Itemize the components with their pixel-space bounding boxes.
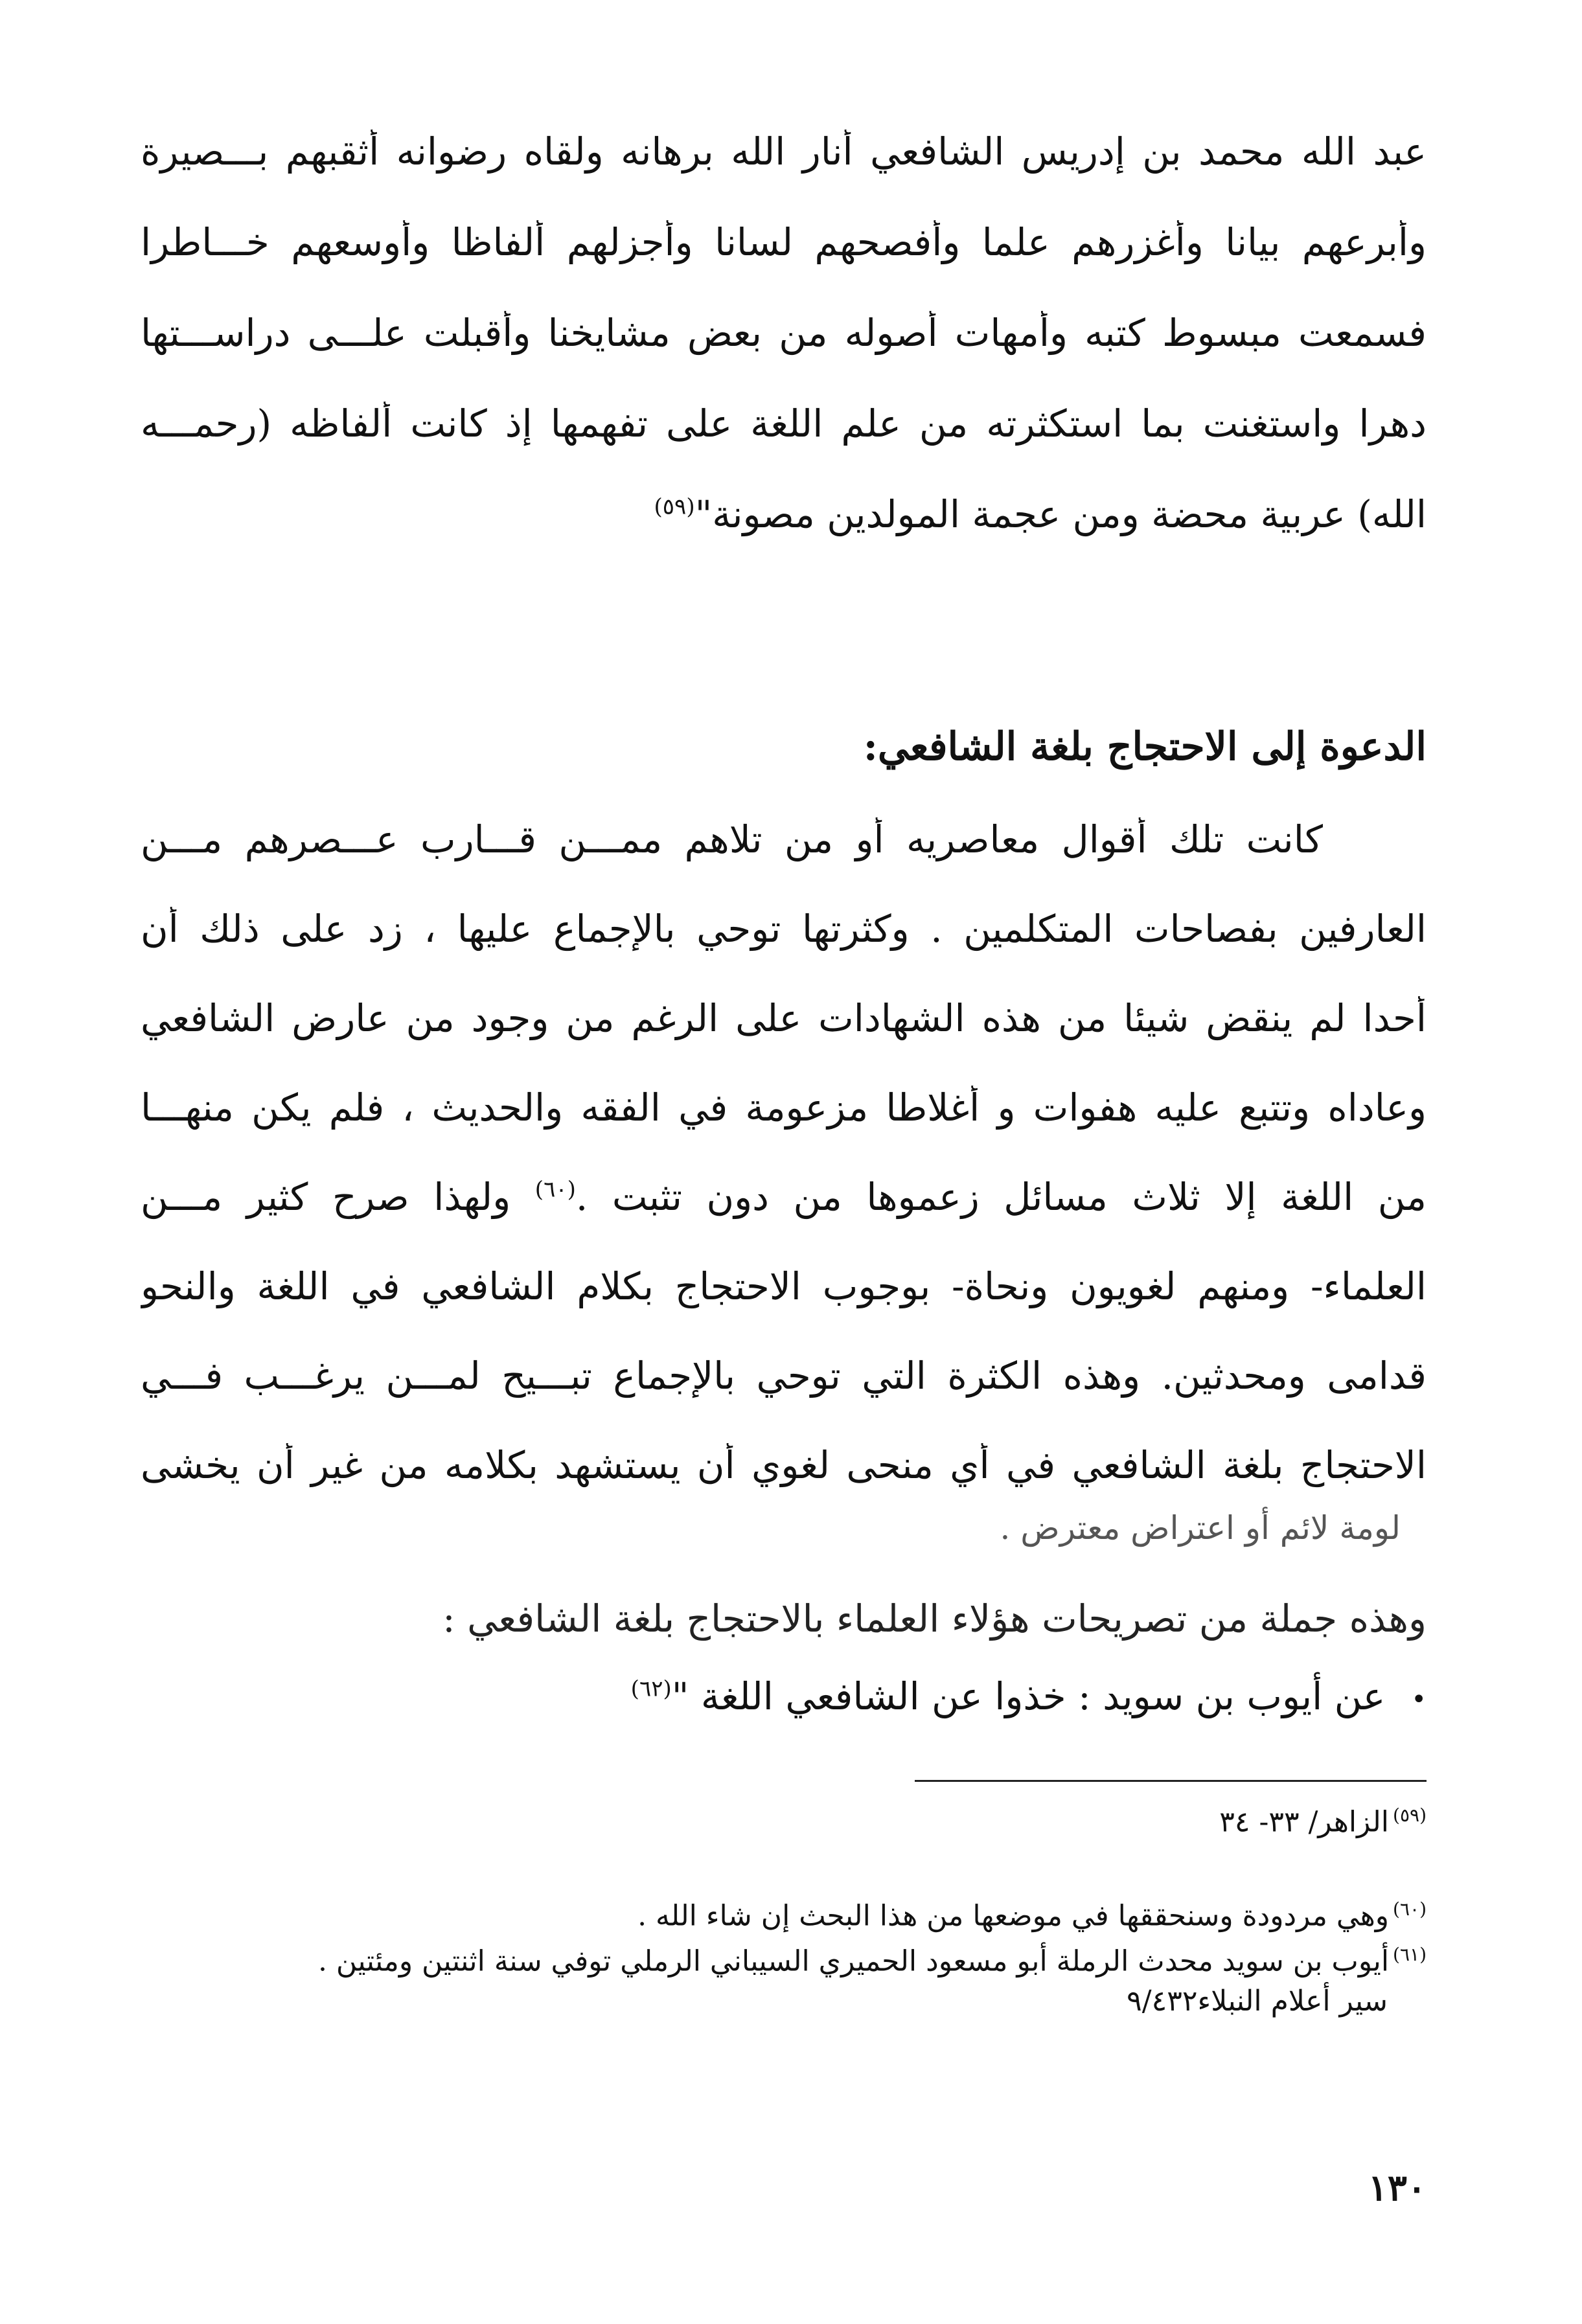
footnote-59 <box>66 1804 1427 1840</box>
intro-line-4: دهرا واستغنت بما استكثرته من علم اللغة على تفهمها إذ كانت ألفاظه (رحمـــه <box>141 402 1427 446</box>
body-line-1: كانت تلك أقوال معاصريه أو من تلاهم ممـــن قـــارب عـــصرهم مـــن <box>141 817 1323 861</box>
footnote-mark: (٦١) <box>1393 1944 1427 1965</box>
bullet-icon: • <box>1411 1684 1427 1715</box>
intro-line-1: عبد الله محمد بن إدريس الشافعي أنار الله برهانه ولقاه رضوانه أثقبهم بـــصيرة <box>141 130 1427 174</box>
footnote-ref-62: (٦٢) <box>630 1676 672 1702</box>
footnote-ref-59: (٥٩) <box>654 494 695 520</box>
body-line-7: قدامى ومحدثين. وهذه الكثرة التي توحي بالإجماع تبـــيح لمـــن يرغـــب فـــي <box>141 1354 1427 1398</box>
body-line-5-start: من اللغة إلا ثلاث مسائل زعموها من دون تثبت . <box>575 1175 1427 1219</box>
intro-line-3: فسمعت مبسوط كتبه وأمهات أصوله من بعض مشايخنا وأقبلت علـــى دراســـتها <box>141 311 1427 355</box>
footnote-text: أيوب بن سويد محدث الرملة أبو مسعود الحميري السيباني الرملي توفي سنة اثنتين ومئتين . <box>317 1944 1390 1978</box>
footnote-61 <box>66 1943 1427 1979</box>
body-line-6: العلماء- ومنهم لغويون ونحاة- بوجوب الاحتجاج بكلام الشافعي في اللغة والنحو <box>141 1264 1427 1308</box>
body-paragraph <box>141 817 1427 1532</box>
intro-line-5 <box>141 492 1427 538</box>
section-heading: الدعوة إلى الاحتجاج بلغة الشافعي: <box>863 724 1427 769</box>
footnote-mark: (٦٠) <box>1393 1898 1427 1920</box>
footnote-text: سير أعلام النبلاء٩/٤٣٢ <box>1127 1985 1388 2018</box>
bullet-item <box>631 1674 1427 1718</box>
body-line-5-end: ولهذا صرح كثير مـــن <box>141 1175 535 1219</box>
footnote-text: الزاهر/ ٣٣- ٣٤ <box>1219 1805 1390 1839</box>
body-line-2: العارفين بفصاحات المتكلمين . وكثرتها توحي بالإجماع عليها ، زد على ذلك أن <box>141 907 1427 951</box>
intro-paragraph <box>141 130 1427 583</box>
footnote-ref-60: (٦٠) <box>534 1176 576 1203</box>
body-line-3: أحدا لم ينقض شيئا من هذه الشهادات على الرغم من وجود من عارض الشافعي <box>141 996 1427 1040</box>
bullet-item-text: عن أيوب بن سويد : خذوا عن الشافعي اللغة " <box>671 1674 1386 1718</box>
footnote-divider <box>915 1780 1427 1782</box>
footnote-mark: (٥٩) <box>1393 1805 1427 1826</box>
body-line-5 <box>141 1175 1427 1220</box>
intro-line-2: وأبرعهم بيانا وأغزرهم علما وأفصحهم لسانا وأجزلهم ألفاظا وأوسعهم خـــاطرا <box>141 220 1427 264</box>
intro-last-line-text: الله) عربية محضة ومن عجمة المولدين مصونة" <box>694 492 1427 536</box>
body-line-4: وعاداه وتتبع عليه هفوات و أغلاطا مزعومة في الفقه والحديث ، فلم يكن منهـــا <box>141 1086 1427 1130</box>
footnote-60 <box>66 1898 1427 1934</box>
page-number: ١٣٠ <box>1368 2167 1427 2209</box>
body-line-8: الاحتجاج بلغة الشافعي في أي منحى لغوي أن يستشهد بكلامه من غير أن يخشى <box>141 1443 1427 1487</box>
faded-line-1: لومة لائم أو اعتراض معترض . <box>1000 1509 1401 1547</box>
footnote-61-continuation <box>27 1983 1388 2019</box>
footnote-text: وهي مردودة وسنحققها في موضعها من هذا البحث إن شاء الله . <box>637 1899 1390 1933</box>
faded-line-2: وهذه جملة من تصريحات هؤلاء العلماء بالاحتجاج بلغة الشافعي : <box>442 1597 1427 1641</box>
